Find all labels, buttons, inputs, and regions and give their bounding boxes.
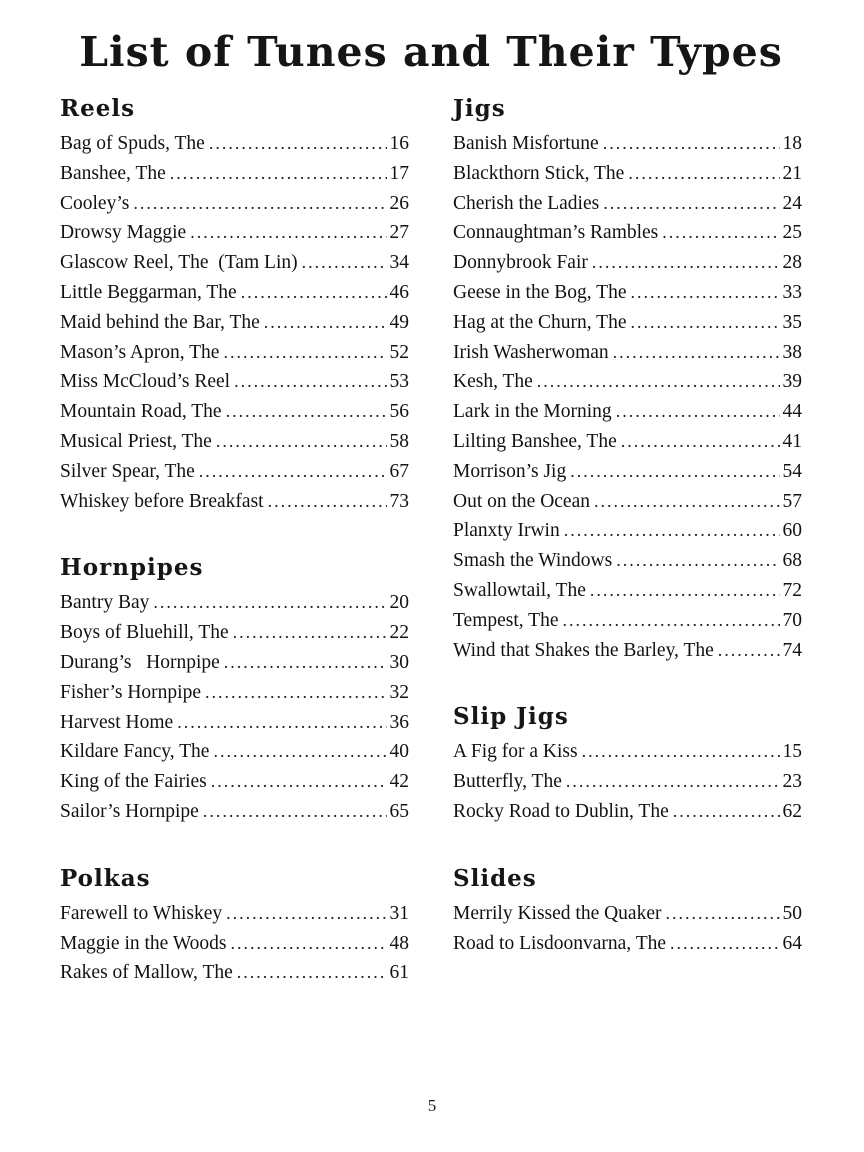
dot-leader	[630, 278, 779, 308]
dot-leader	[153, 588, 386, 618]
tune-page-number: 74	[782, 639, 802, 661]
dot-leader	[233, 618, 387, 648]
dot-leader	[621, 427, 780, 457]
tune-page-number: 31	[389, 902, 409, 924]
toc-entry	[453, 737, 802, 767]
tune-page-number: 23	[782, 771, 802, 793]
tune-page-number: 42	[389, 771, 409, 793]
toc-entry	[60, 397, 409, 427]
tune-title: Kildare Fancy, The	[60, 741, 210, 763]
toc-columns	[60, 95, 802, 1026]
toc-entry	[453, 929, 802, 959]
tune-page-number: 18	[782, 133, 802, 155]
toc-column-left	[60, 95, 409, 1026]
tune-page-number: 36	[389, 711, 409, 733]
tune-page-number: 15	[782, 741, 802, 763]
toc-entry	[453, 457, 802, 487]
tune-title: Bag of Spuds, The	[60, 133, 205, 155]
toc-entry	[60, 457, 409, 487]
tune-page-number: 68	[782, 550, 802, 572]
section-heading: Slides	[453, 864, 537, 892]
toc-entry	[60, 189, 409, 219]
tune-title: Connaughtman’s Rambles	[453, 222, 659, 244]
toc-entry	[60, 338, 409, 368]
tune-title: Hag at the Churn, The	[453, 311, 627, 333]
dot-leader	[630, 308, 779, 338]
dot-leader	[603, 129, 780, 159]
dot-leader	[603, 189, 779, 219]
tune-title: Wind that Shakes the Barley, The	[453, 639, 714, 661]
toc-entry	[60, 899, 409, 929]
toc-entry	[453, 767, 802, 797]
dot-leader	[177, 708, 386, 738]
dot-leader	[264, 308, 387, 338]
tune-page-number: 35	[782, 311, 802, 333]
dot-leader	[613, 338, 780, 368]
tune-page-number: 60	[782, 520, 802, 542]
toc-entry	[453, 487, 802, 517]
tune-title: Musical Priest, The	[60, 431, 212, 453]
dot-leader	[590, 576, 780, 606]
toc-entry	[60, 427, 409, 457]
tune-title: Planxty Irwin	[453, 520, 560, 542]
tune-page-number: 22	[389, 622, 409, 644]
tune-title: Cherish the Ladies	[453, 192, 600, 214]
tune-title: Rakes of Mallow, The	[60, 962, 233, 984]
toc-entry	[453, 248, 802, 278]
tune-page-number: 62	[782, 801, 802, 823]
tune-title: Glascow Reel, The (Tam Lin)	[60, 252, 298, 274]
toc-entry	[60, 737, 409, 767]
dot-leader	[665, 899, 779, 929]
tune-title: Rocky Road to Dublin, The	[453, 801, 669, 823]
toc-entry	[453, 899, 802, 929]
tune-title: Butterfly, The	[453, 771, 562, 793]
tune-title: Cooley’s	[60, 192, 130, 214]
dot-leader	[241, 278, 387, 308]
dot-leader	[199, 457, 387, 487]
tune-page-number: 30	[389, 652, 409, 674]
tune-title: Mason’s Apron, The	[60, 341, 220, 363]
tune-title: Blackthorn Stick, The	[453, 162, 625, 184]
toc-entry	[453, 338, 802, 368]
tune-page-number: 58	[389, 431, 409, 453]
toc-entry	[60, 929, 409, 959]
tune-page-number: 50	[782, 902, 802, 924]
toc-entry	[60, 797, 409, 827]
dot-leader	[205, 678, 386, 708]
toc-entry	[60, 278, 409, 308]
tune-title: Fisher’s Hornpipe	[60, 681, 202, 703]
dot-leader	[673, 797, 780, 827]
tune-title: Lilting Banshee, The	[453, 431, 617, 453]
dot-leader	[234, 367, 386, 397]
dot-leader	[718, 636, 780, 666]
tune-title: Miss McCloud’s Reel	[60, 371, 231, 393]
dot-leader	[133, 189, 386, 219]
toc-entry	[60, 487, 409, 517]
tune-page-number: 25	[782, 222, 802, 244]
toc-entry	[453, 159, 802, 189]
tune-title: Drowsy Maggie	[60, 222, 187, 244]
dot-leader	[209, 129, 387, 159]
tune-page-number: 41	[782, 431, 802, 453]
tune-page-number: 17	[389, 162, 409, 184]
toc-section-jigs	[453, 95, 802, 665]
tune-page-number: 52	[389, 341, 409, 363]
tune-title: Irish Washerwoman	[453, 341, 609, 363]
toc-entry	[60, 708, 409, 738]
tune-page-number: 72	[782, 580, 802, 602]
dot-leader	[563, 606, 780, 636]
toc-entry	[453, 516, 802, 546]
page-title: List of Tunes and Their Types	[79, 28, 783, 76]
dot-leader	[226, 899, 386, 929]
section-heading: Hornpipes	[60, 554, 204, 582]
footer-page-number: 5	[427, 1096, 437, 1115]
tune-page-number: 26	[389, 192, 409, 214]
toc-entry	[60, 129, 409, 159]
tune-page-number: 27	[389, 222, 409, 244]
toc-entry	[453, 367, 802, 397]
dot-leader	[616, 397, 780, 427]
tune-page-number: 56	[389, 401, 409, 423]
tune-page-number: 40	[389, 741, 409, 763]
dot-leader	[190, 218, 386, 248]
dot-leader	[670, 929, 779, 959]
dot-leader	[211, 767, 387, 797]
dot-leader	[594, 487, 780, 517]
tune-title: Maid behind the Bar, The	[60, 311, 260, 333]
tune-title: Bantry Bay	[60, 592, 150, 614]
tune-title: Boys of Bluehill, The	[60, 622, 229, 644]
tune-page-number: 33	[782, 282, 802, 304]
dot-leader	[231, 929, 387, 959]
toc-entry	[453, 546, 802, 576]
toc-section-slides	[453, 865, 802, 959]
dot-leader	[566, 767, 780, 797]
section-heading: Jigs	[453, 95, 506, 123]
tune-title: Maggie in the Woods	[60, 932, 227, 954]
toc-entry	[453, 189, 802, 219]
tune-page-number: 57	[782, 490, 802, 512]
dot-leader	[592, 248, 780, 278]
dot-leader	[570, 457, 779, 487]
toc-entry	[60, 767, 409, 797]
tune-title: Road to Lisdoonvarna, The	[453, 932, 667, 954]
toc-entry	[60, 588, 409, 618]
tune-page-number: 61	[389, 962, 409, 984]
tune-title: Donnybrook Fair	[453, 252, 588, 274]
tune-title: Sailor’s Hornpipe	[60, 801, 199, 823]
toc-section-reels	[60, 95, 409, 516]
tune-page-number: 34	[389, 252, 409, 274]
tune-page-number: 64	[782, 932, 802, 954]
dot-leader	[537, 367, 780, 397]
tune-title: Morrison’s Jig	[453, 460, 567, 482]
toc-entry	[60, 218, 409, 248]
toc-entry	[60, 648, 409, 678]
dot-leader	[616, 546, 779, 576]
tune-title: Tempest, The	[453, 609, 559, 631]
dot-leader	[224, 648, 387, 678]
toc-column-right	[453, 95, 802, 996]
tune-title: Swallowtail, The	[453, 580, 586, 602]
toc-entry	[453, 278, 802, 308]
tune-title: Little Beggarman, The	[60, 282, 237, 304]
tune-title: Smash the Windows	[453, 550, 613, 572]
tune-title: Geese in the Bog, The	[453, 282, 627, 304]
dot-leader	[564, 516, 780, 546]
tune-page-number: 21	[782, 162, 802, 184]
toc-section-polkas	[60, 865, 409, 988]
toc-entry	[60, 248, 409, 278]
tune-title: Banish Misfortune	[453, 133, 599, 155]
section-heading: Polkas	[60, 864, 151, 892]
tune-page-number: 73	[389, 490, 409, 512]
dot-leader	[662, 218, 779, 248]
tune-title: Banshee, The	[60, 162, 166, 184]
dot-leader	[628, 159, 779, 189]
tune-title: Durang’s Hornpipe	[60, 652, 220, 674]
tune-page-number: 65	[389, 801, 409, 823]
dot-leader	[203, 797, 387, 827]
toc-entry	[60, 367, 409, 397]
toc-entry	[453, 397, 802, 427]
toc-entry	[60, 159, 409, 189]
tune-title: Kesh, The	[453, 371, 533, 393]
tune-page-number: 49	[389, 311, 409, 333]
tune-page-number: 32	[389, 681, 409, 703]
section-heading: Slip Jigs	[453, 703, 569, 731]
dot-leader	[223, 338, 386, 368]
tune-page-number: 20	[389, 592, 409, 614]
tune-page-number: 38	[782, 341, 802, 363]
dot-leader	[216, 427, 387, 457]
tune-title: Silver Spear, The	[60, 460, 195, 482]
tune-page-number: 28	[782, 252, 802, 274]
tune-page-number: 16	[389, 133, 409, 155]
tune-title: Farewell to Whiskey	[60, 902, 223, 924]
tune-page-number: 44	[782, 401, 802, 423]
dot-leader	[170, 159, 387, 189]
tune-title: Whiskey before Breakfast	[60, 490, 264, 512]
tune-page-number: 67	[389, 460, 409, 482]
dot-leader	[237, 958, 387, 988]
toc-section-slip-jigs	[453, 703, 802, 826]
toc-entry	[453, 636, 802, 666]
tune-page-number: 53	[389, 371, 409, 393]
toc-entry	[453, 129, 802, 159]
tune-title: Lark in the Morning	[453, 401, 612, 423]
toc-entry	[453, 797, 802, 827]
dot-leader	[302, 248, 387, 278]
tune-title: King of the Fairies	[60, 771, 207, 793]
dot-leader	[268, 487, 387, 517]
tune-page-number: 54	[782, 460, 802, 482]
toc-entry	[453, 427, 802, 457]
tune-title: A Fig for a Kiss	[453, 741, 578, 763]
toc-entry	[453, 218, 802, 248]
dot-leader	[213, 737, 386, 767]
tune-page-number: 24	[782, 192, 802, 214]
toc-entry	[60, 958, 409, 988]
tune-page-number: 39	[782, 371, 802, 393]
toc-entry	[453, 576, 802, 606]
toc-entry	[60, 618, 409, 648]
dot-leader	[226, 397, 387, 427]
toc-entry	[453, 308, 802, 338]
toc-section-hornpipes	[60, 554, 409, 826]
tune-title: Out on the Ocean	[453, 490, 590, 512]
toc-entry	[60, 678, 409, 708]
tune-page-number: 48	[389, 932, 409, 954]
toc-entry	[453, 606, 802, 636]
tune-page-number: 70	[782, 609, 802, 631]
toc-entry	[60, 308, 409, 338]
tune-title: Merrily Kissed the Quaker	[453, 902, 662, 924]
dot-leader	[582, 737, 780, 767]
section-heading: Reels	[60, 95, 136, 123]
tune-title: Harvest Home	[60, 711, 174, 733]
tune-page-number: 46	[389, 282, 409, 304]
tune-title: Mountain Road, The	[60, 401, 222, 423]
